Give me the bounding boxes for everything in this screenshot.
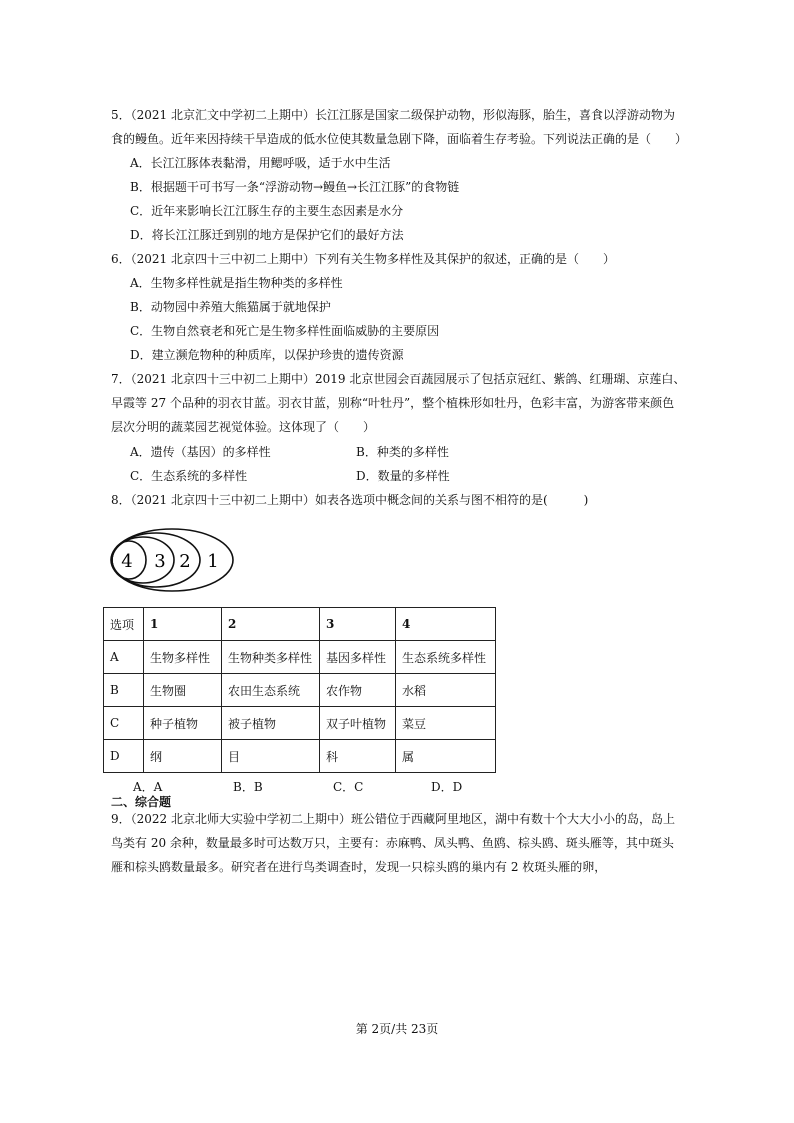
table-cell: D (104, 740, 144, 773)
q5-option-d: D．将长江江豚迁到别的地方是保护它们的最好方法 (130, 228, 404, 242)
table-cell: 生态系统多样性 (396, 641, 496, 674)
table-cell: 种子植物 (144, 707, 222, 740)
q7-option-d: D．数量的多样性 (356, 469, 450, 483)
q7-stem-line3: 层次分明的蔬菜园艺视觉体验。这体现了（ ） (111, 420, 376, 434)
table-cell: A (104, 641, 144, 674)
nested-ellipses-diagram (109, 526, 235, 594)
concept-table (103, 607, 496, 773)
q8-stem: 8．（2021 北京四十三中初二上期中）如表各选项中概念间的关系与图不相符的是( ) (111, 493, 589, 507)
diagram-label-3: 3 (154, 551, 166, 572)
table-cell: 科 (320, 740, 396, 773)
table-header-cell: 2 (222, 608, 320, 641)
table-cell: 被子植物 (222, 707, 320, 740)
table-cell: 菜豆 (396, 707, 496, 740)
q9-stem-line1: 9．（2022 北京北师大实验中学初二上期中）班公错位于西藏阿里地区，湖中有数十个大大小小的岛，岛上 (111, 812, 675, 826)
table-cell: 基因多样性 (320, 641, 396, 674)
q8-answer-d: D．D (431, 780, 463, 794)
q7-option-b: B．种类的多样性 (356, 445, 449, 459)
q6-option-d: D．建立濒危物种的种质库，以保护珍贵的遗传资源 (130, 348, 404, 362)
diagram-label-4: 4 (121, 551, 133, 572)
q9-stem-line3: 雁和棕头鸥数量最多。研究者在进行鸟类调查时，发现一只棕头鸥的巢内有 2 枚斑头雁的卵， (111, 860, 607, 874)
table-cell: 目 (222, 740, 320, 773)
table-header-cell: 选项 (104, 608, 144, 641)
table-header-row (104, 608, 496, 641)
q7-option-c: C．生态系统的多样性 (130, 469, 248, 483)
table-row (104, 740, 496, 773)
table-cell: 纲 (144, 740, 222, 773)
q9-stem-line2: 鸟类有 20 余种，数量最多时可达数万只，主要有：赤麻鸭、凤头鸭、鱼鸥、棕头鸥、斑头雁等，其中斑头 (111, 836, 674, 850)
table-cell: B (104, 674, 144, 707)
table-cell: 生物圈 (144, 674, 222, 707)
table-header-cell: 3 (320, 608, 396, 641)
table-cell: 生物多样性 (144, 641, 222, 674)
q5-stem-line2: 食的鳗鱼。近年来因持续干旱造成的低水位使其数量急剧下降，面临着生存考验。下列说法正确的是（ ） (111, 132, 688, 146)
table-cell: 水稻 (396, 674, 496, 707)
table-cell: 农作物 (320, 674, 396, 707)
table-cell: C (104, 707, 144, 740)
table-cell: 生物种类多样性 (222, 641, 320, 674)
page-number-footer: 第 2页/共 23页 (355, 1022, 439, 1036)
table-header-cell: 4 (396, 608, 496, 641)
table-row (104, 674, 496, 707)
diagram-label-1: 1 (207, 551, 219, 572)
q5-option-b: B．根据题干可书写一条“浮游动物→鳗鱼→长江江豚”的食物链 (130, 180, 460, 194)
table-row (104, 641, 496, 674)
q8-answer-a: A．A (133, 780, 163, 794)
q6-stem: 6．（2021 北京四十三中初二上期中）下列有关生物多样性及其保护的叙述，正确的是（ ） (111, 252, 615, 266)
q5-option-a: A．长江江豚体表黏滑，用鳃呼吸，适于水中生活 (130, 156, 391, 170)
q6-option-c: C．生物自然衰老和死亡是生物多样性面临威胁的主要原因 (130, 324, 440, 338)
diagram-label-2: 2 (179, 551, 191, 572)
q8-answer-b: B．B (233, 780, 263, 794)
table-cell: 农田生态系统 (222, 674, 320, 707)
table-row (104, 707, 496, 740)
q7-stem-line2: 早霞等 27 个品种的羽衣甘蓝。羽衣甘蓝，别称“叶牡丹”，整个植株形如牡丹，色彩丰富，为游客带来颜色 (111, 396, 675, 410)
q6-option-b: B．动物园中养殖大熊猫属于就地保护 (130, 300, 331, 314)
q5-stem-line1: 5．（2021 北京汇文中学初二上期中）长江江豚是国家二级保护动物，形似海豚，胎生，喜食以浮游动物为 (111, 108, 675, 122)
q7-stem-line1: 7．（2021 北京四十三中初二上期中）2019 北京世园会百蔬园展示了包括京冠红、紫鸽、红珊瑚、京莲白、 (111, 372, 686, 386)
table-cell: 属 (396, 740, 496, 773)
q6-option-a: A．生物多样性就是指生物种类的多样性 (130, 276, 343, 290)
q7-option-a: A．遗传（基因）的多样性 (130, 445, 271, 459)
table-cell: 双子叶植物 (320, 707, 396, 740)
section-heading: 二、综合题 (111, 795, 172, 809)
table-header-cell: 1 (144, 608, 222, 641)
q8-answer-c: C．C (333, 780, 364, 794)
q5-option-c: C．近年来影响长江江豚生存的主要生态因素是水分 (130, 204, 404, 218)
